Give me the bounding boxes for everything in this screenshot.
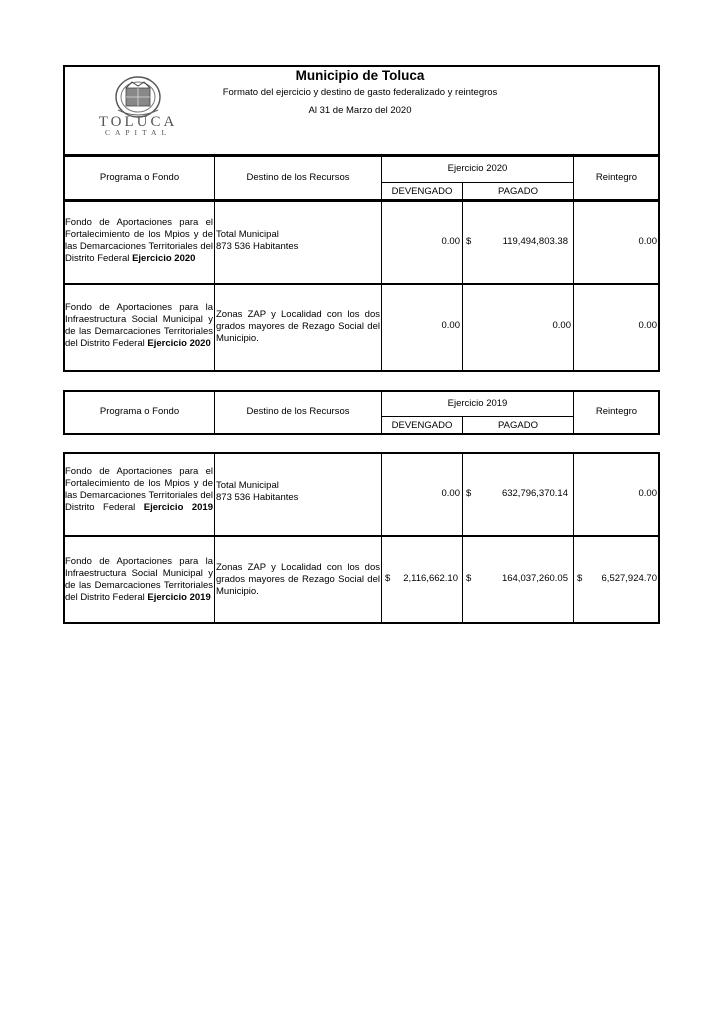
row-devengado-sign: $ xyxy=(385,573,391,584)
row-reintegro: 6,527,924.70 xyxy=(601,573,657,584)
row-pagado-sign: $ xyxy=(466,236,472,247)
logo-text: TOLUCA xyxy=(98,114,178,130)
row-reintegro: 0.00 xyxy=(638,488,657,499)
row-pagado-sign: $ xyxy=(466,573,472,584)
row-destino-line1: Total Municipal xyxy=(216,229,279,240)
col-destino: Destino de los Recursos xyxy=(246,172,350,183)
row-programa: Fondo de Aportaciones para el Fortalecimiento de los Mpios y de las Demarcaciones Territoriales del Distrito Federal Ejercicio 2020 xyxy=(65,217,213,264)
col-ejercicio: Ejercicio 2019 xyxy=(447,398,508,409)
row-reintegro: 0.00 xyxy=(638,236,657,247)
row-destino-line2: 873 536 Habitantes xyxy=(216,492,299,503)
row-reintegro-sign: $ xyxy=(577,573,583,584)
col-programa: Programa o Fondo xyxy=(99,172,180,183)
col-pagado: PAGADO xyxy=(498,420,538,431)
col-reintegro: Reintegro xyxy=(595,172,638,183)
report-date: Al 31 de Marzo del 2020 xyxy=(308,105,412,116)
row-pagado: 119,494,803.38 xyxy=(502,236,568,247)
logo-subtext: CAPITAL xyxy=(104,128,172,137)
page-subtitle: Formato del ejercicio y destino de gasto federalizado y reintegros xyxy=(222,87,498,98)
row-devengado: 0.00 xyxy=(441,320,460,331)
row-pagado: 164,037,260.05 xyxy=(501,573,568,584)
page-title: Municipio de Toluca xyxy=(295,68,425,83)
row-ejercicio: Ejercicio 2019 xyxy=(143,502,213,513)
row-devengado: 2,116,662.10 xyxy=(403,573,458,584)
col-devengado: DEVENGADO xyxy=(391,420,453,431)
row-programa: Fondo de Aportaciones para la Infraestructura Social Municipal y de las Demarcaciones Territoriales del Distrito Federal Ejercicio 2019 xyxy=(65,556,213,603)
row-reintegro: 0.00 xyxy=(638,320,657,331)
row-pagado-sign: $ xyxy=(466,488,472,499)
row-programa: Fondo de Aportaciones para la Infraestructura Social Municipal y de las Demarcaciones Territoriales del Distrito Federal Ejercicio 2020 xyxy=(65,302,213,349)
row-ejercicio: Ejercicio 2019 xyxy=(147,592,211,603)
row-destino-line2: 873 536 Habitantes xyxy=(216,241,299,252)
row-programa: Fondo de Aportaciones para el Fortalecimiento de los Mpios y de las Demarcaciones Territoriales del Distrito Federal Ejercicio 2019 xyxy=(65,466,213,513)
col-programa: Programa o Fondo xyxy=(99,406,180,417)
row-devengado: 0.00 xyxy=(441,488,460,499)
row-destino: Zonas ZAP y Localidad con los dos grados mayores de Rezago Social del Municipio. xyxy=(216,309,380,344)
row-ejercicio: Ejercicio 2020 xyxy=(147,338,211,349)
row-destino: Zonas ZAP y Localidad con los dos grados mayores de Rezago Social del Municipio. xyxy=(216,562,380,597)
row-pagado: 632,796,370.14 xyxy=(501,488,568,499)
col-devengado: DEVENGADO xyxy=(391,186,453,197)
row-pagado: 0.00 xyxy=(552,320,571,331)
col-pagado: PAGADO xyxy=(498,186,538,197)
col-destino: Destino de los Recursos xyxy=(246,406,350,417)
col-reintegro: Reintegro xyxy=(595,406,638,417)
col-ejercicio: Ejercicio 2020 xyxy=(447,163,508,174)
row-devengado: 0.00 xyxy=(441,236,460,247)
crest-icon xyxy=(88,70,188,120)
row-destino-line1: Total Municipal xyxy=(216,480,279,491)
toluca-logo xyxy=(88,70,188,140)
row-ejercicio: Ejercicio 2020 xyxy=(132,253,196,264)
